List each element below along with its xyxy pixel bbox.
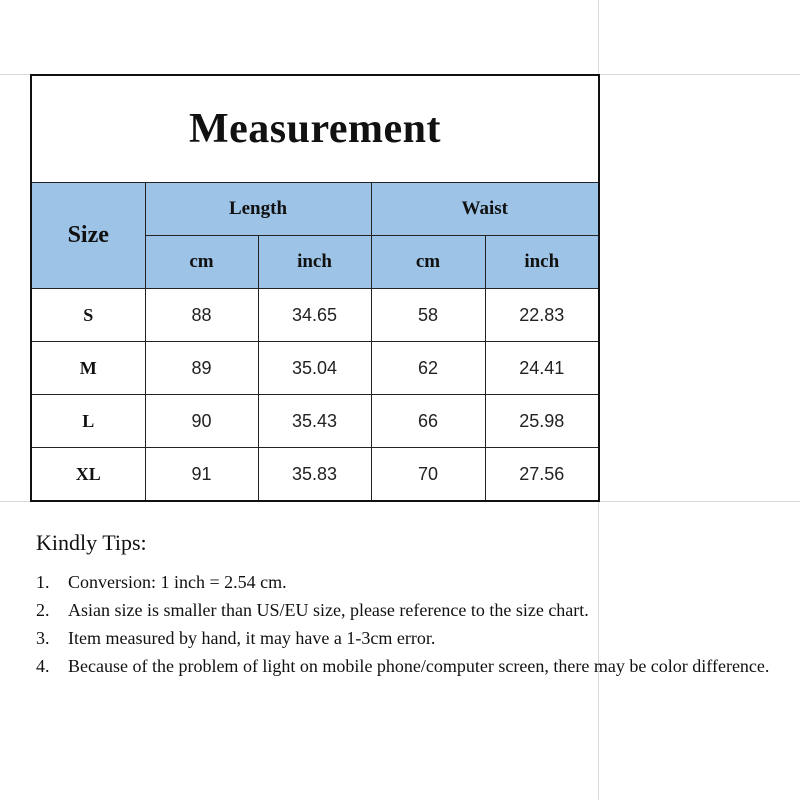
table-row bbox=[31, 289, 599, 342]
tip-text: Item measured by hand, it may have a 1-3cm error. bbox=[68, 628, 436, 648]
table-row bbox=[31, 342, 599, 395]
list-item bbox=[36, 568, 781, 596]
length-group-header: Length bbox=[145, 183, 371, 236]
waist-cm-cell: 70 bbox=[371, 448, 485, 502]
size-chart-table bbox=[30, 74, 600, 502]
length-cm-cell: 90 bbox=[145, 395, 258, 448]
kindly-tips-section bbox=[36, 530, 781, 680]
size-column-header: Size bbox=[31, 183, 145, 289]
tip-text: Because of the problem of light on mobile phone/computer screen, there may be color difference. bbox=[68, 656, 770, 676]
waist-inch-cell: 22.83 bbox=[485, 289, 599, 342]
length-inch-cell: 34.65 bbox=[258, 289, 371, 342]
size-label: L bbox=[31, 395, 145, 448]
length-inch-cell: 35.83 bbox=[258, 448, 371, 502]
size-label: M bbox=[31, 342, 145, 395]
tip-number: 2. bbox=[36, 600, 50, 620]
waist-inch-cell: 27.56 bbox=[485, 448, 599, 502]
size-label: S bbox=[31, 289, 145, 342]
list-item bbox=[36, 624, 781, 652]
size-label: XL bbox=[31, 448, 145, 502]
waist-cm-header: cm bbox=[371, 236, 485, 289]
length-cm-cell: 91 bbox=[145, 448, 258, 502]
table-title: Measurement bbox=[31, 75, 599, 183]
table-row bbox=[31, 448, 599, 502]
tip-text: Conversion: 1 inch = 2.54 cm. bbox=[68, 572, 287, 592]
waist-inch-header: inch bbox=[485, 236, 599, 289]
length-cm-cell: 89 bbox=[145, 342, 258, 395]
waist-inch-cell: 24.41 bbox=[485, 342, 599, 395]
tips-list bbox=[36, 568, 781, 680]
waist-cm-cell: 62 bbox=[371, 342, 485, 395]
waist-cm-cell: 58 bbox=[371, 289, 485, 342]
tip-number: 3. bbox=[36, 628, 50, 648]
tips-title: Kindly Tips: bbox=[36, 530, 147, 555]
list-item bbox=[36, 652, 781, 680]
tip-number: 1. bbox=[36, 572, 50, 592]
waist-inch-cell: 25.98 bbox=[485, 395, 599, 448]
tip-number: 4. bbox=[36, 656, 50, 676]
list-item bbox=[36, 596, 781, 624]
tip-text: Asian size is smaller than US/EU size, please reference to the size chart. bbox=[68, 600, 589, 620]
length-inch-header: inch bbox=[258, 236, 371, 289]
length-inch-cell: 35.43 bbox=[258, 395, 371, 448]
table-row bbox=[31, 395, 599, 448]
waist-group-header: Waist bbox=[371, 183, 599, 236]
length-cm-header: cm bbox=[145, 236, 258, 289]
waist-cm-cell: 66 bbox=[371, 395, 485, 448]
length-cm-cell: 88 bbox=[145, 289, 258, 342]
length-inch-cell: 35.04 bbox=[258, 342, 371, 395]
